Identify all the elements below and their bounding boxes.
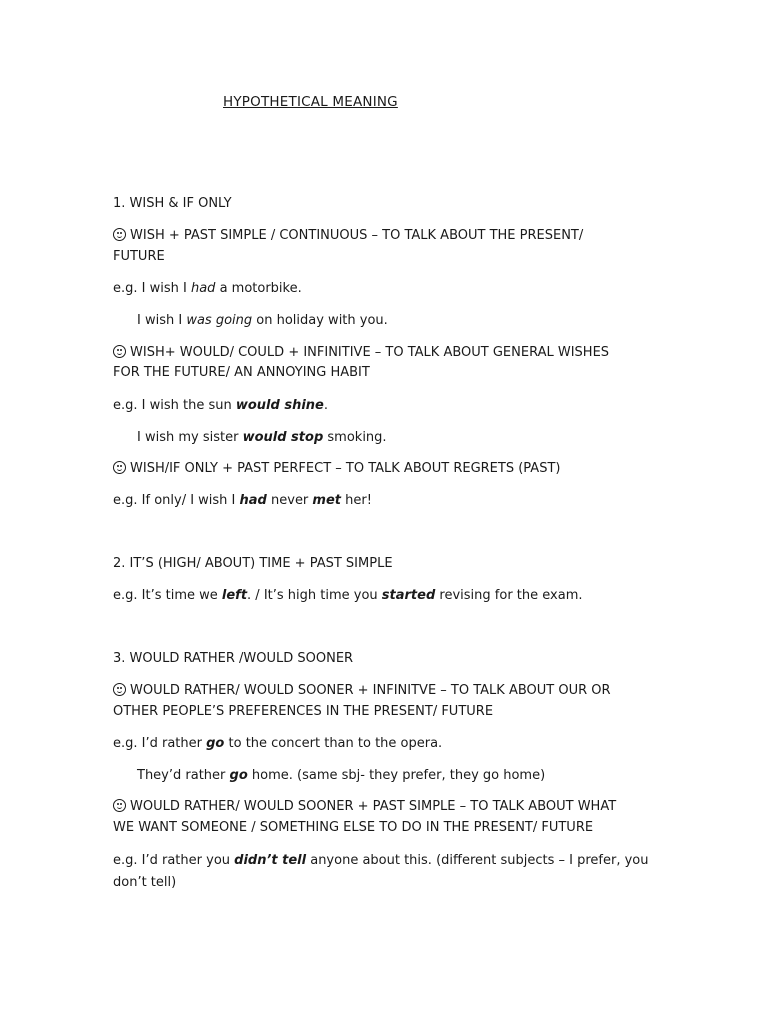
example-1: e.g. I wish I had a motorbike. bbox=[113, 281, 302, 296]
rule-4-line-1: WOULD RATHER/ WOULD SOONER + INFINITVE – TO TALK ABOUT OUR OR bbox=[113, 681, 611, 701]
example-8: They’d rather go home. (same sbj- they prefer, they go home) bbox=[137, 768, 546, 783]
rule-2-line-2: FOR THE FUTURE/ AN ANNOYING HABIT bbox=[113, 365, 370, 380]
rule-1-line-1: WISH + PAST SIMPLE / CONTINUOUS – TO TALK ABOUT THE PRESENT/ bbox=[113, 226, 583, 246]
rule-2-line-1: WISH+ WOULD/ COULD + INFINITIVE – TO TALK ABOUT GENERAL WISHES bbox=[113, 343, 609, 363]
smiley-icon bbox=[113, 345, 126, 358]
example-2: I wish I was going on holiday with you. bbox=[137, 313, 388, 328]
example-5: e.g. If only/ I wish I had never met her! bbox=[113, 493, 372, 508]
section-3-heading: 3. WOULD RATHER /WOULD SOONER bbox=[113, 651, 354, 666]
example-9-line-2: don’t tell) bbox=[113, 875, 177, 890]
smiley-icon bbox=[113, 799, 126, 812]
example-7: e.g. I’d rather go to the concert than to the opera. bbox=[113, 736, 443, 751]
example-9: e.g. I’d rather you didn’t tell anyone about this. (different subjects – I prefer, you bbox=[113, 853, 649, 868]
rule-5-line-2: WE WANT SOMEONE / SOMETHING ELSE TO DO IN THE PRESENT/ FUTURE bbox=[113, 820, 594, 835]
example-3: e.g. I wish the sun would shine. bbox=[113, 398, 329, 413]
page-title: HYPOTHETICAL MEANING bbox=[223, 94, 398, 110]
rule-5-line-1: WOULD RATHER/ WOULD SOONER + PAST SIMPLE – TO TALK ABOUT WHAT bbox=[113, 797, 616, 817]
example-6: e.g. It’s time we left. / It’s high time you started revising for the exam. bbox=[113, 588, 583, 603]
section-2-heading: 2. IT’S (HIGH/ ABOUT) TIME + PAST SIMPLE bbox=[113, 556, 393, 571]
example-4: I wish my sister would stop smoking. bbox=[137, 430, 387, 445]
smiley-icon bbox=[113, 228, 126, 241]
rule-3: WISH/IF ONLY + PAST PERFECT – TO TALK ABOUT REGRETS (PAST) bbox=[113, 459, 560, 479]
section-1-heading: 1. WISH & IF ONLY bbox=[113, 196, 232, 211]
smiley-icon bbox=[113, 683, 126, 696]
rule-4-line-2: OTHER PEOPLE’S PREFERENCES IN THE PRESENT/ FUTURE bbox=[113, 704, 494, 719]
smiley-icon bbox=[113, 461, 126, 474]
rule-1-line-2: FUTURE bbox=[113, 249, 165, 264]
